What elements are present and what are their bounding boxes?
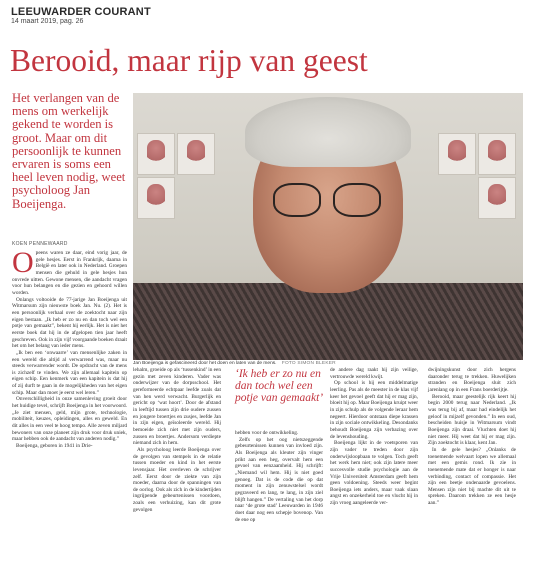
paragraph: dwijningskunst door zich hergens daaronder terug te trekken. Huwelijken stranden en Boeijenga sluit zich jarenlang op in een Frans boerderijtje. (428, 367, 516, 393)
paragraph: In de gele hesjes? „Onlanks de toenemende welvaart lopen we allemaal met een gemis rond. Ik zie in toenemende mate dat er honger is naar verbinding, contact of compassie. Het zijn een beetje ondenaarde gevoelens. Mensen zijn niet bij machte dit uit te spreken. Daarom trekken ze een hesje aan.” (428, 446, 516, 507)
wall-tile (438, 133, 476, 175)
wall-tile (137, 177, 175, 219)
pull-quote: ‘Ik heb er zo nu en dan toch wel een potje van gemaakt’ (235, 368, 324, 404)
photo-caption-line (133, 361, 523, 366)
paragraph: Onlangs voltooide de 77-jarige Jan Boeijenga uit Witmarsum zijn nieuwste boek Jan. Nu. (2). Het is een persoonlijk verhaal over de zoektocht naar zijn eigen bestaan. „Ik heb er zo nu en dan toch wel een potje van gemaakt”, bekent hij eerlijk. Het is niet het eerste boek dat hij in de afgelopen tien jaar heeft geschreven. Ook in zijn vijf voorgaande boeken draait het om het belang van ieder mens. (12, 296, 127, 350)
wall-tile (478, 133, 516, 175)
paragraph: peens waren ze daar, eind vorig jaar, de gele hesjes. Eerst in Frankrijk, daarna in België en later ook in Nederland. Groepen mensen die gehuld in gele hesjes hun onvrede uitten. Gewone mensen, die aandacht vragen voor hun belangen en die gezien en gehoord willen worden. (12, 250, 127, 296)
portrait-photo (133, 93, 523, 360)
glasses-left-lens (273, 183, 321, 217)
paragraph: lehalm, groeide op als ‘tussenkind’ in een gezin met zeven kinderen. Vader was onderwijzer van de dorpsschool. Het gereformeerde echtpaar leefde zoals dat van hen werd verwacht. Burgerlijk en gericht op ‘wat hoort’. Door de afstand in leeftijd tussen zijn drie oudere zussen en jongere broertjes en zusjes, leefde Jan in zijn eigen, geïsoleerde wereld. Hij bemoeide zich niet met zijn ouders, zussen en broertjes. Andersom verdiepte niemand zich in hem. (133, 367, 222, 447)
article-column-4 (428, 367, 516, 507)
paragraph: Boeijenga, geboren in 1941 in Drie- (16, 443, 93, 450)
newspaper-masthead: LEEUWARDER COURANT (11, 6, 151, 18)
paragraph: Als psycholoog leerde Boeijenga over de gevolgen van stempels in de relatie tussen moeder en kind in het eerste levensjaar. Het overleven de schrijver zelf. Eerst door de ziekte van zijn moeder, daarna door de spanningen van de oorlog. Ook als zich in de kindertijden ingrijpende gebeurtenissen voordoen, zoals een verhuizing, kan dit grote gevolgen (133, 446, 221, 513)
photo-caption: Jan Boeijenga is gefascineerd door het doen en laten van de mens. (133, 361, 277, 366)
hair (245, 97, 411, 167)
sweater (133, 283, 523, 360)
article-headline: Berooid, maar rijp van geest (10, 43, 368, 78)
article-column-2 (235, 430, 323, 523)
photo-credit: FOTO SIMON BLEKER (281, 361, 336, 366)
article-column-1 (12, 246, 127, 450)
glasses-right-lens (333, 183, 381, 217)
paragraph: Onverschilligheid in onze samenleving groeit door het huidige tevel, schrijft Boeijenga in het voorwoord. „Je ziet mensen, geld, mijn grote, technologie, mobiliteit, keuzes, opleidingen, alles en geweld. En dit alles in een veel te hoog tempo. Alle zeven miljard bewoners van onze planeet zijn druk voor druk uniek, maar hebben ook de aandacht van anderen nodig.” (12, 396, 127, 443)
drop-cap: O (12, 246, 34, 279)
paragraph: de andere dag raakt hij zijn veilige, vertrouwde wereld kwijt. (330, 367, 418, 380)
article-lede: Het verlangen van de mens om werkelijk gekend te worden is groot. Maar om dit persoonlijk te kunnen ervaren is soms een heel leven nodig, weet psycholoog Jan Boeijenga. (12, 91, 126, 211)
paragraph: Berooid, maar geestelijk rijk keert hij begin 2000 terug naar Nederland. „Ik was terug bij af, maar had eindelijk het geloof in mijzelf gevonden.” In een oud, bescheiden huisje in Witmarsum vindt Boeijenga zijn draai. Vluchten doet hij niet meer. Hij weet dat hij er mag zijn. Zijn zoektocht is klaar, kent Jan. (428, 393, 516, 447)
wall-tile (478, 177, 516, 219)
paragraph: Op school is hij een middelmatige leerling. Pas als de meester in de klas vijf keer het gevoel geeft dat hij er mag zijn, bloeit hij op. Maar Boeijenga kruipt weer in zijn schulp als de volgende leraar hem negeert. Hierdoor ontstaan diepe krassen in zijn sociale ontwikkeling. Desondanks behoudt Boeijenga zijn verbazing over de levenshouding. (330, 380, 418, 440)
article-column-3 (330, 367, 418, 507)
publication-dateline: 14 maart 2019, pag. 26 (11, 18, 84, 25)
wall-tile (137, 133, 175, 175)
paragraph: Boeijenga lijkt in de voetsporen van zijn vader te treden door zijn onderwijsloopbaan te volgen. Toch geeft het werk hem niet; ook zijn latere meer succesvolle studie psychologie aan de Vrije Universiteit Amsterdam geeft hem geen voldoening. Steeds weer begint Boeijenga iets anders, maar vaak slaan angst en onzekerheid toe en vlucht hij in zijn vroeg aangeleerde ver- (330, 440, 418, 507)
paragraph: hebben voor de ontwikkeling. (235, 430, 299, 436)
wall-tile (177, 133, 215, 175)
article-byline: KOEN PENNEWAARD (12, 241, 68, 247)
article-column-2-top (133, 367, 221, 513)
paragraph: Zelfs op het oog nietszeggende gebeurtenissen kunnen van invloed zijn. Als Boeijenga als kleuter zijn vinger prikt aan een heg, overvalt hem een gevoel van eenzaamheid. Hij schrijft: „Niemand wil hem. Hij is niet goed genoeg. Dat is de code die op dat moment in zijn zenuwstelsel wordt gegraveerd en lang, te lang, in zijn ziel blijft hangen.” De vertaling van het dorp naar ‘de grote stad’ Leeuwarden in 1946 doet daar nog een schepje bovenop. Van de ene op (235, 436, 323, 523)
paragraph: „Ik ben een ‘onwaarre’ van mensenlijke zaken in een wereld die altijd al verwarrend was, maar nu steeds verwarrender wordt. De opdracht van de mens is zichzelf te vinden. We zijn allemaal kapitein op eigen schip. Een kenmerk van een kapitein is dat hij of zij durft te gaan in de mogelijkheden van het eigen schip. Maar dan moet je eerst wel leren.” (12, 349, 127, 396)
